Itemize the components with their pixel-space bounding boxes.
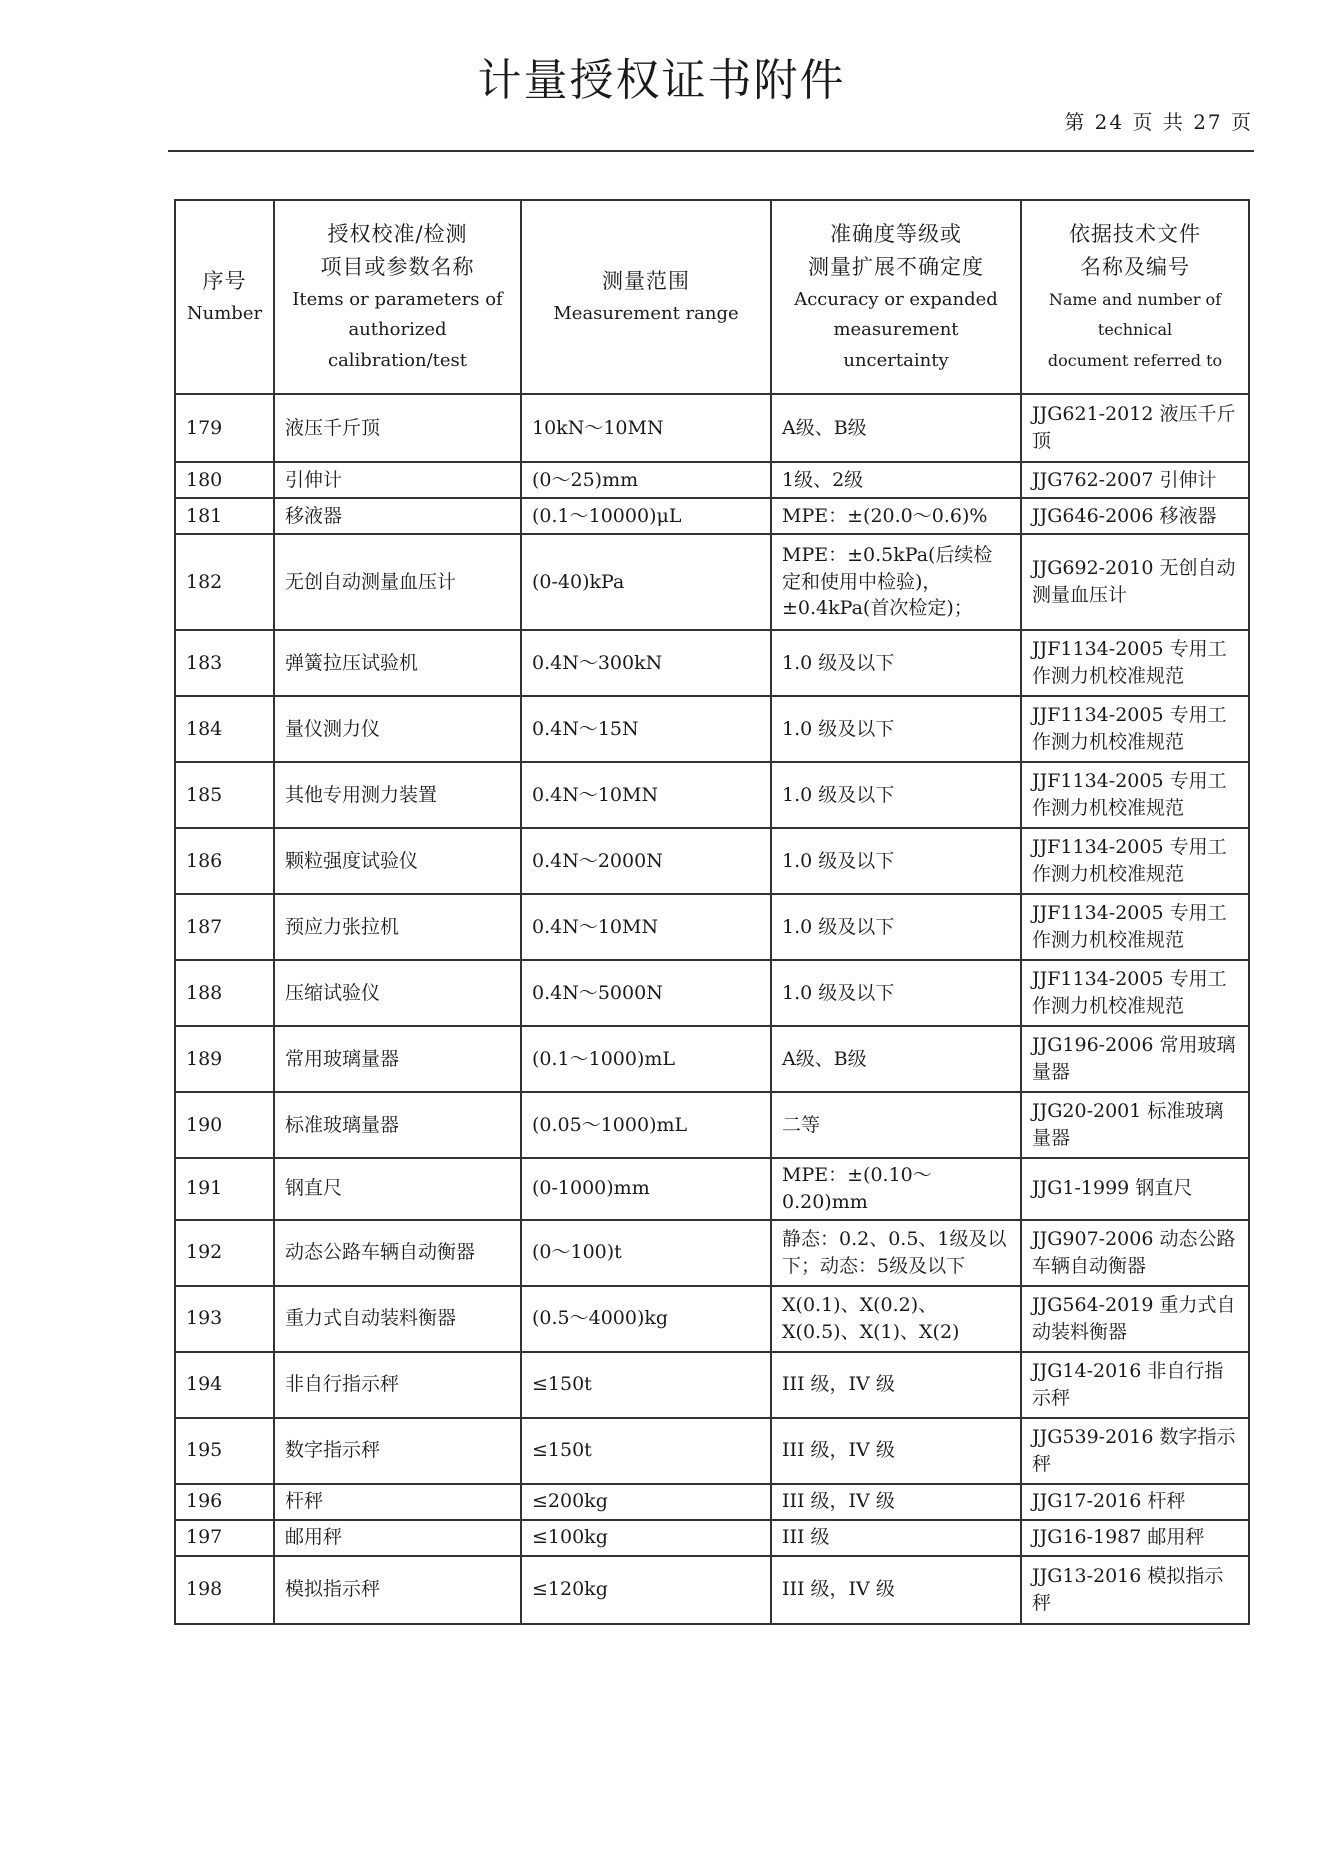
cell-range: 0.4N～5000N	[521, 960, 771, 1026]
cell-document: JJG17-2016 杆秤	[1021, 1484, 1249, 1520]
header-number-zh: 序号	[202, 268, 247, 293]
header-document-zh-2: 名称及编号	[1080, 255, 1190, 280]
cell-range: (0～100)t	[521, 1220, 771, 1286]
cell-item: 量仪测力仪	[274, 696, 521, 762]
cell-item: 数字指示秤	[274, 1418, 521, 1484]
cell-range: ≤150t	[521, 1352, 771, 1418]
cell-number: 195	[175, 1418, 274, 1484]
cell-accuracy: A级、B级	[771, 1026, 1021, 1092]
header-accuracy-en-1: Accuracy or expanded	[794, 288, 998, 310]
cell-accuracy: 二等	[771, 1092, 1021, 1158]
table-row	[175, 498, 1249, 534]
cell-range: (0～25)mm	[521, 462, 771, 498]
cell-item: 常用玻璃量器	[274, 1026, 521, 1092]
header-document-zh-1: 依据技术文件	[1069, 221, 1201, 246]
cell-accuracy: 1级、2级	[771, 462, 1021, 498]
cell-accuracy: X(0.1)、X(0.2)、X(0.5)、X(1)、X(2)	[771, 1286, 1021, 1352]
cell-range: 0.4N～300kN	[521, 630, 771, 696]
cell-number: 184	[175, 696, 274, 762]
cell-number: 182	[175, 534, 274, 630]
cell-range: 0.4N～15N	[521, 696, 771, 762]
table-row	[175, 1484, 1249, 1520]
table-row	[175, 1520, 1249, 1556]
cell-item: 其他专用测力装置	[274, 762, 521, 828]
cell-document: JJG14-2016 非自行指示秤	[1021, 1352, 1249, 1418]
cell-document: JJF1134-2005 专用工作测力机校准规范	[1021, 630, 1249, 696]
cell-accuracy: III 级，IV 级	[771, 1556, 1021, 1624]
page-number: 第 24 页 共 27 页	[1064, 110, 1253, 134]
cell-item: 非自行指示秤	[274, 1352, 521, 1418]
cell-range: ≤200kg	[521, 1484, 771, 1520]
cell-range: 0.4N～10MN	[521, 762, 771, 828]
cell-item: 钢直尺	[274, 1158, 521, 1220]
cell-accuracy: 1.0 级及以下	[771, 630, 1021, 696]
document-title: 计量授权证书附件	[477, 55, 846, 106]
cell-document: JJF1134-2005 专用工作测力机校准规范	[1021, 696, 1249, 762]
cell-document: JJG13-2016 模拟指示秤	[1021, 1556, 1249, 1624]
header-range-en: Measurement range	[553, 302, 739, 324]
cell-number: 197	[175, 1520, 274, 1556]
cell-document: JJG646-2006 移液器	[1021, 498, 1249, 534]
table-row	[175, 534, 1249, 630]
cell-item: 动态公路车辆自动衡器	[274, 1220, 521, 1286]
cell-number: 191	[175, 1158, 274, 1220]
cell-item: 引伸计	[274, 462, 521, 498]
cell-range: ≤120kg	[521, 1556, 771, 1624]
cell-accuracy: III 级，IV 级	[771, 1352, 1021, 1418]
header-item-zh-2: 项目或参数名称	[320, 255, 475, 280]
header-range-zh: 测量范围	[602, 268, 690, 293]
table-row	[175, 894, 1249, 960]
header-number-en: Number	[186, 302, 263, 324]
cell-accuracy: III 级，IV 级	[771, 1484, 1021, 1520]
header-number	[175, 200, 274, 394]
cell-item: 液压千斤顶	[274, 394, 521, 462]
table-row	[175, 1556, 1249, 1624]
cell-range: ≤150t	[521, 1418, 771, 1484]
cell-item: 颗粒强度试验仪	[274, 828, 521, 894]
cell-item: 预应力张拉机	[274, 894, 521, 960]
table-row	[175, 1418, 1249, 1484]
header-range	[521, 200, 771, 394]
cell-item: 移液器	[274, 498, 521, 534]
table-row	[175, 960, 1249, 1026]
cell-document: JJG692-2010 无创自动测量血压计	[1021, 534, 1249, 630]
cell-number: 194	[175, 1352, 274, 1418]
cell-item: 重力式自动装料衡器	[274, 1286, 521, 1352]
cell-document: JJF1134-2005 专用工作测力机校准规范	[1021, 828, 1249, 894]
cell-document: JJG762-2007 引伸计	[1021, 462, 1249, 498]
cell-number: 193	[175, 1286, 274, 1352]
cell-number: 198	[175, 1556, 274, 1624]
cell-accuracy: MPE：±(20.0～0.6)%	[771, 498, 1021, 534]
header-document	[1021, 200, 1249, 394]
table-row	[175, 630, 1249, 696]
cell-number: 189	[175, 1026, 274, 1092]
cell-number: 196	[175, 1484, 274, 1520]
cell-accuracy: 1.0 级及以下	[771, 828, 1021, 894]
cell-accuracy: 1.0 级及以下	[771, 960, 1021, 1026]
cell-document: JJG1-1999 钢直尺	[1021, 1158, 1249, 1220]
header-item-en-2: authorized calibration/test	[327, 319, 468, 371]
cell-accuracy: A级、B级	[771, 394, 1021, 462]
cell-document: JJF1134-2005 专用工作测力机校准规范	[1021, 894, 1249, 960]
cell-number: 192	[175, 1220, 274, 1286]
cell-document: JJG539-2016 数字指示秤	[1021, 1418, 1249, 1484]
cell-number: 186	[175, 828, 274, 894]
table-row	[175, 462, 1249, 498]
header-accuracy	[771, 200, 1021, 394]
cell-number: 187	[175, 894, 274, 960]
cell-document: JJG564-2019 重力式自动装料衡器	[1021, 1286, 1249, 1352]
cell-number: 185	[175, 762, 274, 828]
cell-range: (0.1～10000)μL	[521, 498, 771, 534]
cell-range: (0.5～4000)kg	[521, 1286, 771, 1352]
header-accuracy-en-2: measurement uncertainty	[833, 319, 959, 371]
cell-range: (0.05～1000)mL	[521, 1092, 771, 1158]
cell-range: ≤100kg	[521, 1520, 771, 1556]
cell-number: 183	[175, 630, 274, 696]
table-row	[175, 696, 1249, 762]
header-item-zh-1: 授权校准/检测	[327, 221, 468, 246]
cell-document: JJF1134-2005 专用工作测力机校准规范	[1021, 762, 1249, 828]
cell-range: 0.4N～2000N	[521, 828, 771, 894]
table-row	[175, 762, 1249, 828]
table-row	[175, 1352, 1249, 1418]
cell-accuracy: III 级	[771, 1520, 1021, 1556]
cell-accuracy: 静态：0.2、0.5、1级及以下；动态：5级及以下	[771, 1220, 1021, 1286]
cell-range: 10kN～10MN	[521, 394, 771, 462]
table-row	[175, 1092, 1249, 1158]
header-item-en-1: Items or parameters of	[292, 288, 503, 310]
cell-item: 杆秤	[274, 1484, 521, 1520]
cell-number: 181	[175, 498, 274, 534]
cell-number: 190	[175, 1092, 274, 1158]
cell-item: 弹簧拉压试验机	[274, 630, 521, 696]
cell-item: 邮用秤	[274, 1520, 521, 1556]
table-row	[175, 1220, 1249, 1286]
cell-number: 180	[175, 462, 274, 498]
cell-item: 无创自动测量血压计	[274, 534, 521, 630]
cell-document: JJG621-2012 液压千斤顶	[1021, 394, 1249, 462]
cell-range: (0.1～1000)mL	[521, 1026, 771, 1092]
cell-item: 标准玻璃量器	[274, 1092, 521, 1158]
table-row	[175, 1158, 1249, 1220]
cell-document: JJG20-2001 标准玻璃量器	[1021, 1092, 1249, 1158]
cell-range: (0-1000)mm	[521, 1158, 771, 1220]
cell-range: 0.4N～10MN	[521, 894, 771, 960]
table-row	[175, 828, 1249, 894]
table-row	[175, 1286, 1249, 1352]
header-document-en-1: Name and number of	[1048, 290, 1222, 309]
cell-accuracy: MPE：±(0.10～0.20)mm	[771, 1158, 1021, 1220]
cell-number: 179	[175, 394, 274, 462]
table-row	[175, 1026, 1249, 1092]
cell-document: JJG16-1987 邮用秤	[1021, 1520, 1249, 1556]
cell-document: JJF1134-2005 专用工作测力机校准规范	[1021, 960, 1249, 1026]
cell-accuracy: 1.0 级及以下	[771, 894, 1021, 960]
header-accuracy-zh-2: 测量扩展不确定度	[808, 255, 984, 280]
cell-item: 压缩试验仪	[274, 960, 521, 1026]
header-divider	[168, 150, 1254, 152]
cell-document: JJG907-2006 动态公路车辆自动衡器	[1021, 1220, 1249, 1286]
header-document-en-2: technical	[1097, 320, 1173, 340]
cell-accuracy: 1.0 级及以下	[771, 762, 1021, 828]
cell-item: 模拟指示秤	[274, 1556, 521, 1624]
header-document-en-3: document referred to	[1047, 350, 1223, 370]
cell-accuracy: 1.0 级及以下	[771, 696, 1021, 762]
authorization-table	[174, 199, 1250, 1625]
cell-document: JJG196-2006 常用玻璃量器	[1021, 1026, 1249, 1092]
cell-number: 188	[175, 960, 274, 1026]
cell-accuracy: III 级，IV 级	[771, 1418, 1021, 1484]
header-item	[274, 200, 521, 394]
cell-accuracy: MPE：±0.5kPa(后续检定和使用中检验)，±0.4kPa(首次检定)；	[771, 534, 1021, 630]
cell-range: (0-40)kPa	[521, 534, 771, 630]
table-header-row	[175, 200, 1249, 394]
header-accuracy-zh-1: 准确度等级或	[830, 221, 962, 246]
table-row	[175, 394, 1249, 462]
